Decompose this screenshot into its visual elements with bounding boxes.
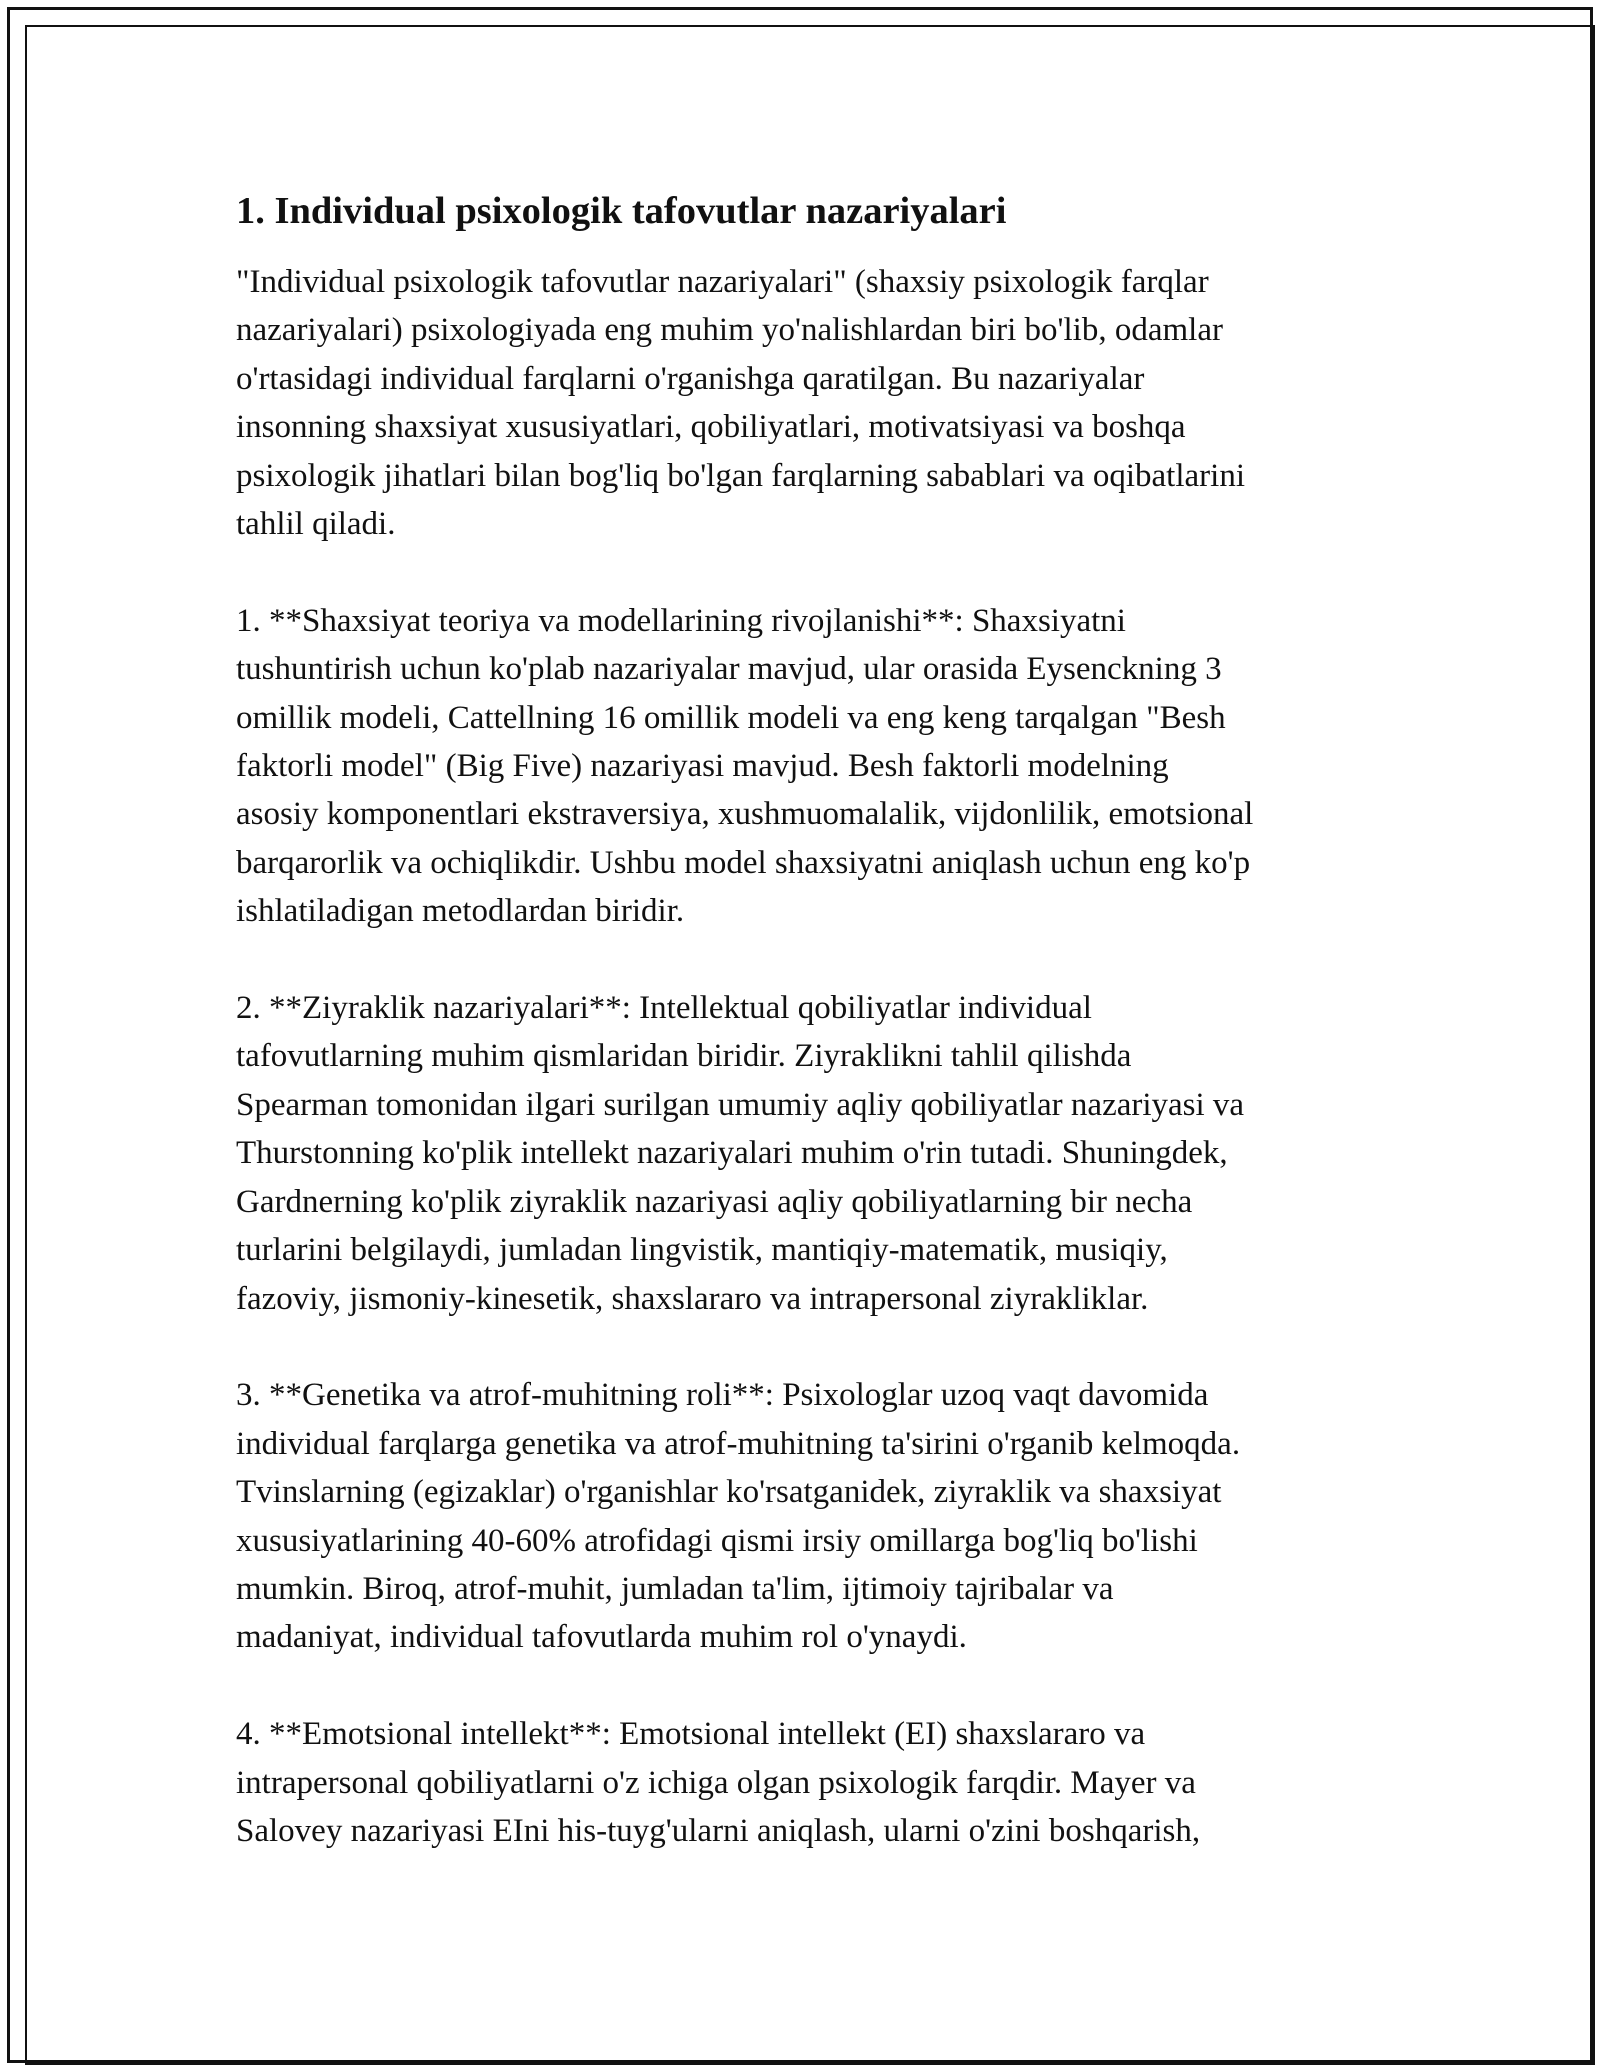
paragraph-personality-theories: 1. **Shaxsiyat teoriya va modellarining rivojlanishi**: Shaxsiyatni tushuntirish uchun ko'plab nazariyalar mavjud, ular orasida Eysenckning 3 omillik modeli, Cattellning 16 omillik modeli va eng keng tarqalgan "Besh faktorli model" (Big Five) nazariyasi mavjud. Besh faktorli modelning asosiy komponentlari ekstraversiya, xushmuomalalik, vijdonlilik, emotsional barqarorlik va ochiqlikdir. Ushbu model shaxsiyatni aniqlash uchun eng ko'p ishlatiladigan metodlardan biridir. [236, 602, 1254, 930]
paragraph-emotional-intelligence: 4. **Emotsional intellekt**: Emotsional intellekt (EI) shaxslararo va intrapersonal qobiliyatlarni o'z ichiga olgan psixologik farqdir. Mayer va Salovey nazariyasi EIni his-tuyg'ularni aniqlash, ularni o'zini boshqarish, [236, 1716, 1201, 1849]
document-body [236, 186, 1386, 1855]
paragraph-genetics-environment: 3. **Genetika va atrof-muhitning roli**: Psixologlar uzoq vaqt davomida individual farqlarga genetika va atrof-muhitning ta'sirini o'rganib kelmoqda. Tvinslarning (egizaklar) o'rganishlar ko'rsatganidek, ziyraklik va shaxsiyat xususiyatlarining 40-60% atrofidagi qismi irsiy omillarga bog'liq bo'lishi mumkin. Biroq, atrof-muhit, jumladan ta'lim, ijtimoiy tajribalar va madaniyat, individual tafovutlarda muhim rol o'ynaydi. [236, 1377, 1241, 1656]
paragraph-intelligence-theories: 2. **Ziyraklik nazariyalari**: Intellektual qobiliyatlar individual tafovutlarning muhim qismlaridan biridir. Ziyraklikni tahlil qilishda Spearman tomonidan ilgari surilgan umumiy aqliy qobiliyatlar nazariyasi va Thurstonning ko'plik intellekt nazariyalari muhim o'rin tutadi. Shuningdek, Gardnerning ko'plik ziyraklik nazariyasi aqliy qobiliyatlarning bir necha turlarini belgilaydi, jumladan lingvistik, mantiqiy-matematik, musiqiy, fazoviy, jismoniy-kinesetik, shaxslararo va intrapersonal ziyrakliklar. [236, 990, 1245, 1317]
intro-paragraph: "Individual psixologik tafovutlar nazariyalari" (shaxsiy psixologik farqlar nazariyalari) psixologiyada eng muhim yo'nalishlardan biri bo'lib, odamlar o'rtasidagi individual farqlarni o'rganishga qaratilgan. Bu nazariyalar insonning shaxsiyat xususiyatlari, qobiliyatlari, motivatsiyasi va boshqa psixologik jihatlari bilan bog'liq bo'lgan farqlarning sabablari va oqibatlarini tahlil qiladi. [236, 264, 1245, 543]
section-title: 1. Individual psixologik tafovutlar nazariyalari [236, 190, 1007, 232]
